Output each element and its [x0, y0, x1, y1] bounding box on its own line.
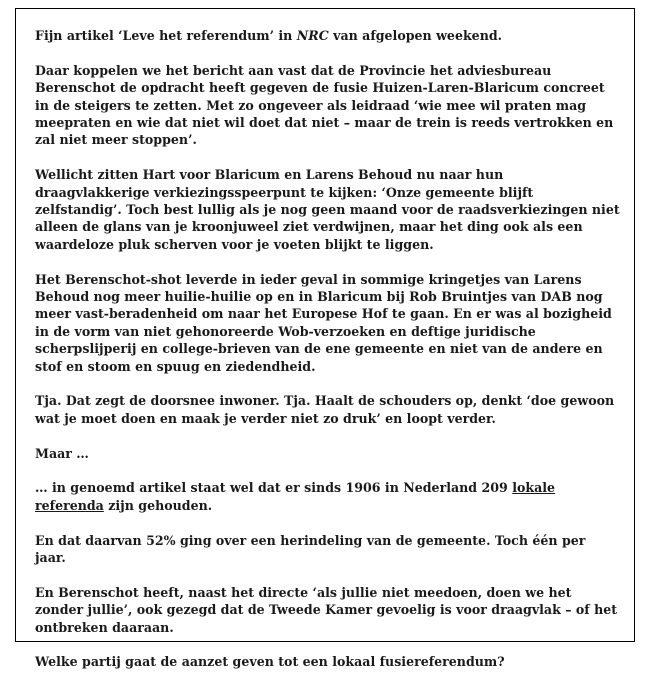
paragraph-maar: Maar … — [35, 445, 89, 461]
paragraph-percentage: En dat daarvan 52% ging over een herindeling van de gemeente. Toch één per jaar. — [35, 532, 586, 566]
newspaper-name: NRC — [296, 28, 329, 43]
paragraph-berenschot: Daar koppelen we het bericht aan vast dat de Provincie het adviesbureau Berenschot de opdracht heeft gegeven de fusie Huizen-Laren-Blaricum concreet in de steigers te zetten. Met zo ongeveer als leidraad ‘wie mee wil praten mag meepraten en wie dat niet wil doet dat niet – maar de trein is reeds vertrokken en zal niet meer stoppen’. — [35, 62, 614, 148]
paragraph-referenda — [35, 479, 620, 514]
article-body — [35, 27, 620, 688]
referenda-text-end: zijn gehouden. — [103, 497, 213, 513]
lokale-referenda-link[interactable]: lokale referenda — [35, 480, 556, 513]
intro-text-end: van afgelopen weekend. — [328, 28, 503, 43]
document-frame — [15, 8, 635, 670]
paragraph-vraag: Welke partij gaat de aanzet geven tot een lokaal fusiereferendum? — [35, 654, 505, 670]
intro-text-start: Fijn artikel ‘Leve het referendum’ in — [35, 28, 297, 43]
paragraph-intro — [35, 27, 620, 44]
paragraph-verkiezing: Wellicht zitten Hart voor Blaricum en Larens Behoud nu naar hun draagvlakkerige verkiezingsspeerpunt te kijken: ‘Onze gemeente blijft zelfstandig’. Toch best lullig als je nog geen maand voor de raadsverkiezingen niet alleen de glans van je kroonjuweel ziet verdwijnen, maar het ding ook als een waardeloze pluk scherven voor je voeten blijkt te liggen. — [35, 167, 620, 252]
referenda-text-start: … in genoemd artikel staat wel dat er sinds 1906 in Nederland 209 — [35, 480, 513, 496]
paragraph-shot: Het Berenschot-shot leverde in ieder geval in sommige kringetjes van Larens Behoud nog meer huilie-huilie op en in Blaricum bij Rob Bruintjes van DAB nog meer vast-beradenheid om naar het Europese Hof te gaan. En er was al bozigheid in de vorm van niet gehonoreerde Wob-verzoeken en deftige juridische scherpslijperij en college-brieven van de ene gemeente en niet van de andere en stof en stoom en spuug en ziedendheid. — [35, 271, 612, 374]
paragraph-tja: Tja. Dat zegt de doorsnee inwoner. Tja. Haalt de schouders op, denkt ‘doe gewoon wat je moet doen en maak je verder niet zo druk’ en loopt verder. — [35, 393, 615, 426]
paragraph-tweede-kamer: En Berenschot heeft, naast het directe ‘als jullie niet meedoen, doen we het zonder jullie’, ook gezegd dat de Tweede Kamer gevoelig is voor draagvlak – of het ontbreken daaraan. — [35, 584, 618, 635]
